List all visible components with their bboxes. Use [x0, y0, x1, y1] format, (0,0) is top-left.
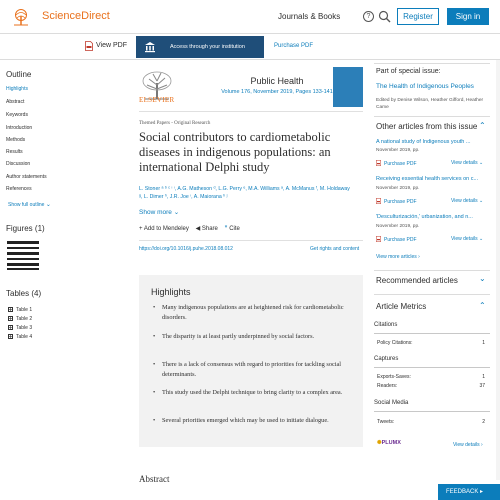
outline-item-discussion[interactable]: Discussion — [6, 161, 31, 167]
highlight-item — [151, 388, 357, 398]
pdf-icon — [376, 236, 381, 242]
outline-item-introduction[interactable]: Introduction — [6, 125, 33, 131]
abstract-heading: Abstract — [139, 474, 170, 484]
scrollbar[interactable] — [496, 60, 500, 480]
article-metrics-heading[interactable]: Article Metrics — [376, 302, 427, 311]
chevron-right-icon: › — [418, 254, 420, 260]
table-label: Table 3 — [16, 325, 33, 331]
other-article-date: November 2019, pp. — [376, 186, 420, 191]
institution-icon — [144, 41, 156, 53]
metric-label: Exports-Saves: — [377, 374, 411, 380]
register-button[interactable]: Register — [397, 8, 439, 25]
article-actions — [139, 225, 240, 232]
rights-link[interactable]: Get rights and content — [310, 246, 360, 252]
cite-button[interactable] — [225, 226, 240, 232]
author-list[interactable] — [139, 185, 367, 201]
purchase-pdf-label: Purchase PDF — [384, 199, 417, 205]
metric-value: 37 — [479, 383, 485, 389]
chevron-up-icon[interactable]: ⌃ — [479, 301, 486, 310]
access-institution-button[interactable]: Access through your institution — [136, 36, 264, 58]
metric-value: 1 — [482, 374, 485, 380]
chevron-up-icon[interactable]: ⌃ — [479, 121, 486, 130]
chevron-down-icon[interactable]: ⌄ — [479, 274, 486, 283]
table-label: Table 1 — [16, 307, 33, 313]
view-details-link[interactable] — [451, 198, 483, 204]
metric-row — [377, 340, 485, 346]
table-label: Table 4 — [16, 334, 33, 340]
social-media-heading: Social Media — [374, 400, 490, 412]
feedback-button[interactable] — [438, 484, 500, 500]
show-full-outline-link[interactable] — [8, 201, 51, 208]
divider — [374, 116, 490, 117]
article-title: Social contributors to cardiometabolic diseases in indigenous populations: an international Delphi study — [139, 130, 331, 174]
sign-in-button[interactable]: Sign in — [447, 8, 489, 25]
view-details-link[interactable] — [451, 160, 483, 166]
sciencedirect-brand[interactable]: ScienceDirect — [42, 10, 110, 22]
recommended-heading[interactable]: Recommended articles — [376, 276, 458, 285]
captures-heading: Captures — [374, 356, 490, 368]
metric-label: Tweets: — [377, 419, 395, 425]
show-more-button[interactable] — [139, 208, 179, 216]
show-more-label: Show more — [139, 209, 172, 216]
outline-item-results[interactable]: Results — [6, 149, 23, 155]
highlight-text: Several priorities emerged which may be used to initiate dialogue. — [162, 417, 329, 424]
table-icon — [8, 334, 13, 339]
table-link-1[interactable] — [8, 307, 32, 313]
pdf-icon — [376, 198, 381, 204]
chevron-down-icon: ⌄ — [478, 198, 484, 204]
elsevier-wordmark: ELSEVIER — [139, 96, 175, 104]
other-article-title[interactable]: 'Desculturización,' urbanization, and n... — [376, 214, 473, 220]
other-article-date: November 2019, pp. — [376, 224, 420, 229]
view-more-label: View more articles — [376, 254, 417, 260]
outline-item-abstract[interactable]: Abstract — [6, 99, 25, 105]
mendeley-label: Add to Mendeley — [143, 226, 189, 232]
journal-volume[interactable]: Volume 176, November 2019, Pages 133-141 — [221, 89, 333, 95]
other-article-title[interactable]: Receiving essential health services on c... — [376, 176, 479, 182]
other-article-date: November 2019, pp. — [376, 148, 420, 153]
bullet-icon: • — [153, 417, 156, 424]
citations-heading: Citations — [374, 322, 490, 334]
bullet-icon: • — [153, 304, 156, 311]
outline-heading: Outline — [6, 70, 32, 79]
highlight-item — [151, 332, 357, 342]
pdf-icon — [85, 41, 93, 51]
plus-icon: + — [139, 226, 143, 232]
view-details-label: View details — [453, 442, 480, 448]
doi-link[interactable]: https://doi.org/10.1016/j.puhe.2018.08.012 — [139, 246, 233, 252]
view-details-label: View details — [451, 198, 478, 204]
quote-icon: ” — [224, 226, 228, 232]
metrics-view-details-link[interactable] — [453, 442, 483, 448]
divider — [374, 63, 490, 64]
bullet-icon: • — [153, 389, 156, 396]
tables-heading: Tables (4) — [6, 289, 42, 298]
other-articles-heading[interactable]: Other articles from this issue — [376, 122, 478, 131]
article-type: Themed Papers - Original Research — [139, 121, 211, 126]
author-line[interactable]: L. Stoner ᵃ ᵇ ᶜ ⁱ ⁱ, A.G. Matheson ᵈ, L.G. Perry ᵉ, M.A. Williams ᵃ, A. McManus ᶠ, M. Holdaway — [139, 186, 350, 192]
special-issue-title[interactable]: The Health of Indigenous Peoples — [376, 83, 474, 90]
pdf-icon — [376, 160, 381, 166]
journal-title[interactable]: Public Health — [250, 76, 304, 86]
elsevier-tree-logo-icon[interactable] — [10, 8, 32, 26]
feedback-label: FEEDBACK — [446, 489, 479, 495]
special-issue-editors: Edited by Denise Wilson, Heather Gifford, Heather Came — [376, 98, 484, 110]
table-link-4[interactable] — [8, 334, 32, 340]
help-icon[interactable]: ? — [363, 11, 374, 22]
bullet-icon: • — [153, 333, 156, 340]
highlight-text: Many indigenous populations are at heightened risk for cardiometabolic disorders. — [162, 304, 344, 321]
search-icon[interactable] — [378, 10, 391, 23]
author-line[interactable]: ᵍ, L. Dimer ʰ, J.R. Joe ⁱ, A. Maiorana ʰ ʲ — [139, 194, 228, 200]
journals-books-link[interactable]: Journals & Books — [278, 12, 341, 21]
highlight-text: The disparity is at least partly underpinned by social factors. — [162, 333, 315, 340]
metric-label: Readers: — [377, 383, 398, 389]
metric-label: Policy Citations: — [377, 340, 413, 346]
other-article-title[interactable]: A national study of Indigenous youth ... — [376, 139, 471, 145]
outline-item-keywords[interactable]: Keywords — [6, 112, 28, 118]
divider — [374, 270, 490, 271]
share-icon: ◀ — [195, 226, 201, 232]
figure-thumbnail[interactable] — [6, 239, 40, 271]
purchase-pdf-link[interactable]: Purchase PDF — [274, 43, 314, 49]
journal-cover-image[interactable] — [333, 67, 363, 107]
view-details-label: View details — [451, 160, 478, 166]
view-details-link[interactable] — [451, 236, 483, 242]
plumx-logo[interactable] — [377, 440, 401, 446]
table-icon — [8, 325, 13, 330]
view-details-label: View details — [451, 236, 478, 242]
purchase-pdf-link[interactable] — [376, 236, 417, 243]
highlight-item — [151, 416, 357, 426]
highlight-text: This study used the Delphi technique to bring clarity to a complex area. — [162, 389, 343, 396]
outline-item-author-statements[interactable]: Author statements — [6, 174, 47, 180]
view-pdf-button[interactable]: View PDF — [96, 42, 127, 49]
highlights-heading: Highlights — [151, 287, 191, 297]
divider — [139, 240, 363, 241]
metric-row — [377, 383, 485, 389]
table-link-2[interactable] — [8, 316, 32, 322]
table-icon — [8, 307, 13, 312]
plumx-label: PLUMX — [381, 440, 401, 446]
special-issue-label: Part of special issue: — [376, 68, 441, 75]
highlight-item — [151, 303, 357, 322]
bullet-icon: • — [153, 361, 156, 368]
cite-label: Cite — [229, 226, 240, 232]
purchase-pdf-link[interactable] — [376, 160, 417, 167]
metric-row — [377, 374, 485, 380]
view-more-articles-link[interactable] — [376, 254, 420, 260]
chevron-right-icon: › — [480, 442, 483, 448]
add-to-mendeley-button[interactable] — [139, 226, 189, 232]
outline-item-highlights[interactable]: Highlights — [6, 86, 28, 92]
table-link-3[interactable] — [8, 325, 32, 331]
divider — [139, 111, 363, 112]
chat-icon: ▸ — [480, 489, 484, 495]
chevron-down-icon: ⌄ — [478, 160, 484, 166]
outline-item-references[interactable]: References — [6, 186, 32, 192]
metric-value: 2 — [482, 419, 485, 425]
purchase-pdf-link[interactable] — [376, 198, 417, 205]
share-button[interactable] — [196, 226, 218, 232]
table-icon — [8, 316, 13, 321]
share-label: Share — [201, 226, 218, 232]
highlight-item — [151, 360, 357, 379]
purchase-pdf-label: Purchase PDF — [384, 161, 417, 167]
divider — [374, 294, 490, 295]
show-full-outline-label: Show full outline — [8, 202, 45, 208]
purchase-pdf-label: Purchase PDF — [384, 237, 417, 243]
chevron-down-icon: ⌄ — [173, 209, 180, 216]
plumx-icon: ✺ — [377, 440, 382, 446]
chevron-down-icon: ⌄ — [478, 236, 484, 242]
table-label: Table 2 — [16, 316, 33, 322]
metric-value: 1 — [482, 340, 485, 346]
metric-row — [377, 419, 485, 425]
chevron-down-icon: ⌄ — [45, 202, 51, 208]
highlight-text: There is a lack of consensus with regard to priorities for tackling social determinants. — [162, 361, 342, 378]
figures-heading: Figures (1) — [6, 224, 45, 233]
outline-item-methods[interactable]: Methods — [6, 137, 26, 143]
